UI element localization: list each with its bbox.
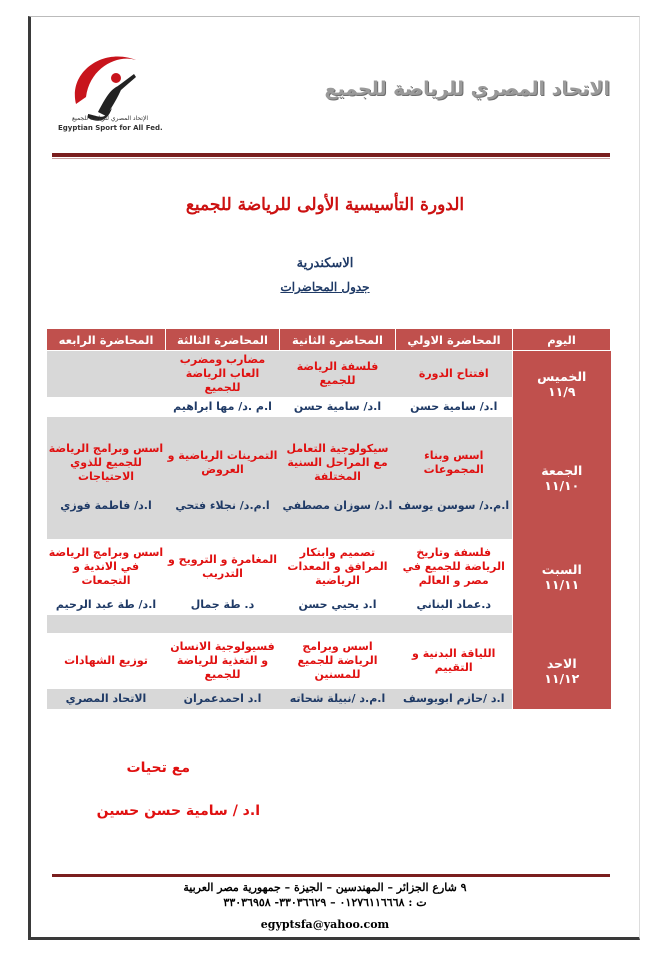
topic-cell: المغامرة و الترويح و التدريب bbox=[166, 539, 280, 595]
footer-address: ٩ شارع الجزائر – المهندسين – الجيزة – جمهورية مصر العربية bbox=[183, 881, 467, 894]
lecturer-cell: ا.م.د/ نجلاء فتحي bbox=[166, 491, 280, 521]
schedule-subtitle-text: جدول المحاضرات bbox=[280, 280, 370, 294]
table-header-row bbox=[47, 329, 611, 351]
header-day: اليوم bbox=[513, 329, 611, 351]
topic-cell: اسس وبرامج الرياضة في الاندية و التجمعات bbox=[47, 539, 166, 595]
day-name: الخميس bbox=[537, 369, 587, 384]
lecturer-cell: ا.د/ طة عبد الرحيم bbox=[47, 595, 166, 615]
lecturer-cell: الاتحاد المصري bbox=[47, 689, 166, 709]
lecturer-cell: ا.د/ سامية حسن bbox=[396, 397, 513, 417]
day-cell-empty bbox=[513, 417, 611, 435]
course-title: الدورة التأسيسية الأولى للرياضة للجميع bbox=[185, 195, 465, 215]
day-name: الاحد bbox=[546, 656, 577, 671]
lecturer-cell: د.عماد البناني bbox=[396, 595, 513, 615]
lecturer-cell: ا.د/ سوزان مصطفي bbox=[280, 491, 396, 521]
topic-cell: تصميم وابتكار المرافق و المعدات الرياضية bbox=[280, 539, 396, 595]
separator-row bbox=[47, 521, 611, 539]
lecture-schedule-table bbox=[46, 328, 611, 709]
table-row bbox=[47, 435, 611, 491]
day-cell bbox=[513, 633, 611, 709]
separator-row bbox=[47, 417, 611, 435]
separator-cell bbox=[47, 417, 513, 435]
topic-cell: اسس وبرامج الرياضة للجميع للمسنين bbox=[280, 633, 396, 689]
separator-cell bbox=[47, 615, 513, 633]
header-lecture-1: المحاضرة الاولي bbox=[396, 329, 513, 351]
table-row bbox=[47, 633, 611, 689]
closing-regards: مع تحيات bbox=[126, 760, 190, 776]
org-title: الاتحاد المصري للرياضة للجميع bbox=[324, 78, 610, 100]
topic-cell: مضارب ومضرب العاب الرياضة للجميع bbox=[166, 351, 280, 398]
separator-cell bbox=[47, 521, 513, 539]
lecturer-cell: ا.د احمدعمران bbox=[166, 689, 280, 709]
lecturer-cell: ا.م.د /نبيلة شحاته bbox=[280, 689, 396, 709]
schedule-subtitle bbox=[60, 280, 590, 294]
city-label: الاسكندرية bbox=[296, 256, 354, 271]
header-rule-thin bbox=[52, 158, 610, 159]
logo-head bbox=[111, 73, 121, 83]
topic-cell: توزيع الشهادات bbox=[47, 633, 166, 689]
footer-phones: ت : ٠١٢٧٦١١٦٦٦٨ – ٣٣٠٣٦٦٢٩- ٣٣٠٣٦٩٥٨ bbox=[223, 896, 427, 909]
lecturer-cell bbox=[47, 397, 166, 417]
topic-cell: فسيولوجية الانسان و التغذية للرياضة للجميع bbox=[166, 633, 280, 689]
lecturer-cell: ا.م .د/ مها ابراهيم bbox=[166, 397, 280, 417]
day-name: الجمعة bbox=[541, 463, 583, 478]
topic-cell: سيكولوجية التعامل مع المراحل السنية المختلفة bbox=[280, 435, 396, 491]
day-cell bbox=[513, 539, 611, 615]
topic-cell: اسس وبناء المجموعات bbox=[396, 435, 513, 491]
lecturer-cell: ا.د/ سامية حسن bbox=[280, 397, 396, 417]
day-cell-empty bbox=[513, 615, 611, 633]
day-cell-empty bbox=[513, 521, 611, 539]
day-name: السبت bbox=[541, 562, 582, 577]
topic-cell: فلسفة الرياضة للجميع bbox=[280, 351, 396, 398]
header-lecture-2: المحاضرة الثانية bbox=[280, 329, 396, 351]
table-row bbox=[47, 539, 611, 595]
header-lecture-4: المحاضرة الرابعه bbox=[47, 329, 166, 351]
topic-cell: فلسفة وتاريخ الرياضة للجميع في مصر و العالم bbox=[396, 539, 513, 595]
logo-caption-en: Egyptian Sport for All Fed. bbox=[58, 124, 163, 132]
day-date: ١١/٩ bbox=[548, 384, 576, 399]
day-cell bbox=[513, 351, 611, 418]
topic-cell: اسس وبرامج الرياضة للجميع للذوي الاحتياجات bbox=[47, 435, 166, 491]
separator-row bbox=[47, 615, 611, 633]
footer-address-block bbox=[60, 880, 590, 910]
logo-caption-ar: الإتحاد المصري للرياضة للجميع bbox=[71, 115, 149, 122]
lecturer-cell: ا.د يحيي حسن bbox=[280, 595, 396, 615]
topic-cell bbox=[47, 351, 166, 398]
header-rule bbox=[52, 153, 610, 157]
lecturer-cell: ا.د /حازم ابويوسف bbox=[396, 689, 513, 709]
lecturer-cell: ا.م.د/ سوسن يوسف bbox=[396, 491, 513, 521]
closing-signer: ا.د / سامية حسن حسين bbox=[96, 803, 260, 819]
day-date: ١١/١٢ bbox=[544, 671, 580, 686]
topic-cell: افتتاح الدورة bbox=[396, 351, 513, 398]
header-lecture-3: المحاضرة الثالثة bbox=[166, 329, 280, 351]
footer-rule bbox=[52, 874, 610, 877]
lecturer-cell: ا.د/ فاطمة فوزي bbox=[47, 491, 166, 521]
lecturer-cell: د. طة جمال bbox=[166, 595, 280, 615]
footer-email[interactable]: egyptsfa@yahoo.com bbox=[260, 918, 390, 931]
day-date: ١١/١٠ bbox=[544, 478, 580, 493]
topic-cell: اللياقة البدنية و التقييم bbox=[396, 633, 513, 689]
topic-cell: التمرينات الرياضية و العروض bbox=[166, 435, 280, 491]
table-row bbox=[47, 351, 611, 398]
day-cell bbox=[513, 435, 611, 521]
day-date: ١١/١١ bbox=[544, 577, 580, 592]
